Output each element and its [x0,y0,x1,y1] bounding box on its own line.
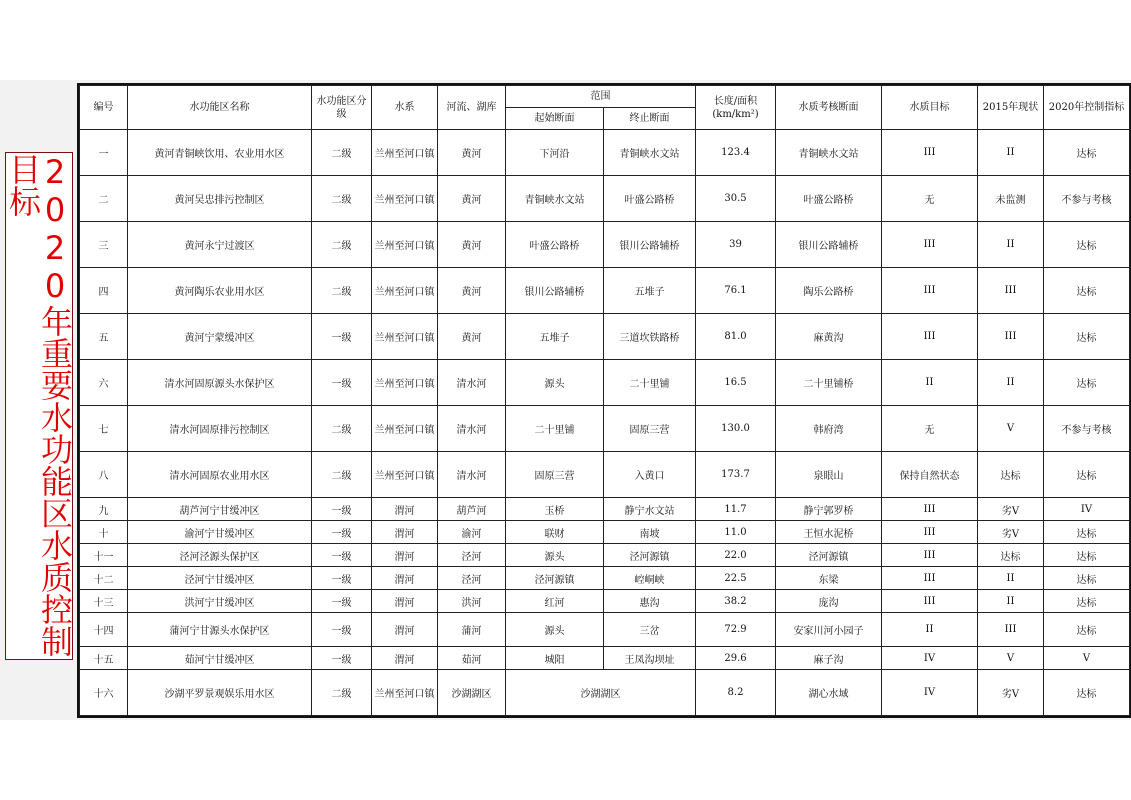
cell-status: 未监测 [978,176,1044,222]
cell-length: 30.5 [696,176,776,222]
cell-target: II [882,360,978,406]
cell-grade: 二级 [312,130,372,176]
cell-no: 十二 [80,567,128,590]
table-row [80,130,1130,176]
cell-control: 达标 [1044,130,1130,176]
cell-name: 清水河固原排污控制区 [128,406,312,452]
cell-section: 东梁 [776,567,882,590]
cell-length: 76.1 [696,268,776,314]
cell-grade: 一级 [312,590,372,613]
cell-target: III [882,521,978,544]
table-row [80,222,1130,268]
cell-system: 渭河 [372,567,438,590]
header-no: 编号 [80,86,128,130]
header-name: 水功能区名称 [128,86,312,130]
cell-target: IV [882,670,978,716]
cell-control: V [1044,647,1130,670]
cell-no: 十三 [80,590,128,613]
cell-status: III [978,268,1044,314]
cell-section: 泉眼山 [776,452,882,498]
cell-system: 兰州至河口镇 [372,360,438,406]
cell-end: 静宁水文站 [604,498,696,521]
cell-start: 叶盛公路桥 [506,222,604,268]
cell-river: 泾河 [438,544,506,567]
cell-river: 黄河 [438,268,506,314]
cell-grade: 二级 [312,176,372,222]
cell-target: II [882,613,978,647]
cell-control: 达标 [1044,360,1130,406]
cell-no: 四 [80,268,128,314]
cell-grade: 一级 [312,521,372,544]
cell-no: 十一 [80,544,128,567]
cell-river: 葫芦河 [438,498,506,521]
cell-section: 庞沟 [776,590,882,613]
cell-no: 七 [80,406,128,452]
cell-no: 六 [80,360,128,406]
cell-section: 叶盛公路桥 [776,176,882,222]
cell-no: 十四 [80,613,128,647]
cell-name: 黄河永宁过渡区 [128,222,312,268]
cell-section: 麻黄沟 [776,314,882,360]
cell-end: 惠沟 [604,590,696,613]
cell-river: 黄河 [438,222,506,268]
cell-section: 麻子沟 [776,647,882,670]
cell-river: 渝河 [438,521,506,544]
cell-section: 王恒水泥桥 [776,521,882,544]
cell-end: 三岔 [604,613,696,647]
table-row [80,567,1130,590]
title-box [5,152,73,660]
cell-control: 达标 [1044,670,1130,716]
cell-target: 无 [882,176,978,222]
water-function-table [79,85,1130,716]
cell-length: 39 [696,222,776,268]
cell-no: 十六 [80,670,128,716]
cell-control: 不参与考核 [1044,176,1130,222]
cell-status: 劣V [978,521,1044,544]
cell-status: V [978,647,1044,670]
cell-no: 三 [80,222,128,268]
cell-control: 达标 [1044,521,1130,544]
cell-start: 二十里铺 [506,406,604,452]
cell-section: 泾河源镇 [776,544,882,567]
cell-end: 二十里铺 [604,360,696,406]
cell-system: 兰州至河口镇 [372,222,438,268]
cell-length: 38.2 [696,590,776,613]
cell-status: V [978,406,1044,452]
cell-no: 二 [80,176,128,222]
header-section: 水质考核断面 [776,86,882,130]
cell-river: 洪河 [438,590,506,613]
cell-end: 五堆子 [604,268,696,314]
cell-status: 达标 [978,452,1044,498]
cell-section: 青铜峡水文站 [776,130,882,176]
table-row [80,314,1130,360]
table-row [80,406,1130,452]
table-row [80,670,1130,716]
cell-length: 16.5 [696,360,776,406]
cell-length: 8.2 [696,670,776,716]
cell-system: 渭河 [372,613,438,647]
cell-name: 泾河泾源头保护区 [128,544,312,567]
cell-grade: 二级 [312,222,372,268]
cell-section: 安家川河小园子 [776,613,882,647]
cell-section: 二十里铺桥 [776,360,882,406]
cell-grade: 二级 [312,268,372,314]
cell-status: 劣V [978,498,1044,521]
cell-grade: 二级 [312,406,372,452]
cell-control: 不参与考核 [1044,406,1130,452]
cell-name: 清水河固原农业用水区 [128,452,312,498]
cell-river: 黄河 [438,314,506,360]
cell-river: 清水河 [438,406,506,452]
cell-grade: 一级 [312,314,372,360]
cell-length: 72.9 [696,613,776,647]
cell-status: III [978,613,1044,647]
cell-start: 源头 [506,544,604,567]
table-row [80,590,1130,613]
cell-start: 泾河源镇 [506,567,604,590]
cell-end: 王凤沟坝址 [604,647,696,670]
cell-grade: 二级 [312,670,372,716]
cell-target: 保持自然状态 [882,452,978,498]
cell-river: 泾河 [438,567,506,590]
cell-control: 达标 [1044,590,1130,613]
cell-no: 九 [80,498,128,521]
cell-name: 清水河固原源头水保护区 [128,360,312,406]
cell-name: 洪河宁甘缓冲区 [128,590,312,613]
cell-name: 黄河宁蒙缓冲区 [128,314,312,360]
header-status2015: 2015年现状 [978,86,1044,130]
table-header [80,86,1130,130]
cell-name: 蒲河宁甘源头水保护区 [128,613,312,647]
cell-length: 11.0 [696,521,776,544]
cell-river: 黄河 [438,176,506,222]
cell-river: 沙湖湖区 [438,670,506,716]
table-row [80,613,1130,647]
cell-grade: 一级 [312,613,372,647]
cell-length: 130.0 [696,406,776,452]
cell-status: II [978,590,1044,613]
cell-target: IV [882,647,978,670]
cell-section: 银川公路辅桥 [776,222,882,268]
cell-grade: 一级 [312,498,372,521]
table-row [80,360,1130,406]
cell-grade: 一级 [312,360,372,406]
cell-system: 兰州至河口镇 [372,406,438,452]
cell-control: 达标 [1044,613,1130,647]
cell-grade: 一级 [312,544,372,567]
cell-control: 达标 [1044,222,1130,268]
cell-system: 兰州至河口镇 [372,314,438,360]
cell-end: 银川公路辅桥 [604,222,696,268]
header-grade: 水功能区分级 [312,86,372,130]
cell-system: 渭河 [372,590,438,613]
cell-start: 银川公路辅桥 [506,268,604,314]
cell-start: 青铜峡水文站 [506,176,604,222]
cell-length: 11.7 [696,498,776,521]
cell-section: 湖心水域 [776,670,882,716]
cell-end: 叶盛公路桥 [604,176,696,222]
cell-no: 十五 [80,647,128,670]
cell-target: III [882,544,978,567]
cell-river: 清水河 [438,452,506,498]
table-row [80,521,1130,544]
cell-no: 五 [80,314,128,360]
cell-start: 沙湖湖区 [506,670,696,716]
cell-name: 黄河吴忠排污控制区 [128,176,312,222]
cell-system: 兰州至河口镇 [372,176,438,222]
cell-status: II [978,222,1044,268]
header-system: 水系 [372,86,438,130]
cell-target: III [882,268,978,314]
cell-end: 青铜峡水文站 [604,130,696,176]
cell-name: 黄河陶乐农业用水区 [128,268,312,314]
header-control2020: 2020年控制指标 [1044,86,1130,130]
cell-control: 达标 [1044,452,1130,498]
cell-system: 兰州至河口镇 [372,670,438,716]
cell-length: 173.7 [696,452,776,498]
cell-no: 十 [80,521,128,544]
header-length-line1: 长度/面积 [713,95,758,107]
cell-system: 渭河 [372,647,438,670]
cell-no: 八 [80,452,128,498]
header-start: 起始断面 [506,108,604,130]
table-row [80,268,1130,314]
table-body [80,130,1130,716]
cell-end: 南坡 [604,521,696,544]
header-range: 范围 [506,86,696,108]
cell-target: III [882,130,978,176]
cell-length: 81.0 [696,314,776,360]
cell-control: IV [1044,498,1130,521]
cell-status: II [978,130,1044,176]
table-row [80,452,1130,498]
header-length-line2: (km/km²) [712,108,759,120]
cell-end: 崆峒峡 [604,567,696,590]
cell-start: 源头 [506,360,604,406]
cell-status: III [978,314,1044,360]
cell-target: III [882,314,978,360]
cell-name: 沙湖平罗景观娱乐用水区 [128,670,312,716]
cell-start: 下河沿 [506,130,604,176]
header-river: 河流、湖库 [438,86,506,130]
cell-length: 123.4 [696,130,776,176]
cell-control: 达标 [1044,567,1130,590]
cell-end: 入黄口 [604,452,696,498]
cell-system: 兰州至河口镇 [372,452,438,498]
cell-target: III [882,222,978,268]
cell-end: 泾河源镇 [604,544,696,567]
table-row [80,647,1130,670]
cell-system: 渭河 [372,498,438,521]
cell-status: 达标 [978,544,1044,567]
cell-name: 泾河宁甘缓冲区 [128,567,312,590]
cell-target: III [882,498,978,521]
cell-length: 22.0 [696,544,776,567]
cell-end: 三道坎铁路桥 [604,314,696,360]
cell-start: 五堆子 [506,314,604,360]
cell-status: II [978,360,1044,406]
cell-end: 固原三营 [604,406,696,452]
header-target: 水质目标 [882,86,978,130]
cell-grade: 二级 [312,452,372,498]
cell-control: 达标 [1044,314,1130,360]
cell-name: 葫芦河宁甘缓冲区 [128,498,312,521]
cell-target: 无 [882,406,978,452]
cell-system: 渭河 [372,521,438,544]
cell-river: 茹河 [438,647,506,670]
cell-river: 黄河 [438,130,506,176]
cell-river: 蒲河 [438,613,506,647]
cell-length: 22.5 [696,567,776,590]
cell-system: 渭河 [372,544,438,567]
cell-grade: 一级 [312,567,372,590]
cell-start: 联财 [506,521,604,544]
cell-target: III [882,567,978,590]
cell-control: 达标 [1044,268,1130,314]
cell-name: 黄河青铜峡饮用、农业用水区 [128,130,312,176]
cell-start: 红河 [506,590,604,613]
cell-target: III [882,590,978,613]
table-row [80,544,1130,567]
page-title: 2020年重要水功能区水质控制目标 [4,153,74,657]
cell-section: 陶乐公路桥 [776,268,882,314]
cell-section: 韩府湾 [776,406,882,452]
cell-system: 兰州至河口镇 [372,268,438,314]
cell-start: 城阳 [506,647,604,670]
cell-name: 茹河宁甘缓冲区 [128,647,312,670]
cell-start: 源头 [506,613,604,647]
cell-status: 劣V [978,670,1044,716]
cell-no: 一 [80,130,128,176]
table-row [80,176,1130,222]
cell-section: 静宁郭罗桥 [776,498,882,521]
cell-grade: 一级 [312,647,372,670]
cell-control: 达标 [1044,544,1130,567]
cell-start: 玉桥 [506,498,604,521]
table-row [80,498,1130,521]
cell-length: 29.6 [696,647,776,670]
cell-start: 固原三营 [506,452,604,498]
header-length [696,86,776,130]
cell-status: II [978,567,1044,590]
cell-name: 渝河宁甘缓冲区 [128,521,312,544]
header-end: 终止断面 [604,108,696,130]
cell-system: 兰州至河口镇 [372,130,438,176]
cell-river: 清水河 [438,360,506,406]
